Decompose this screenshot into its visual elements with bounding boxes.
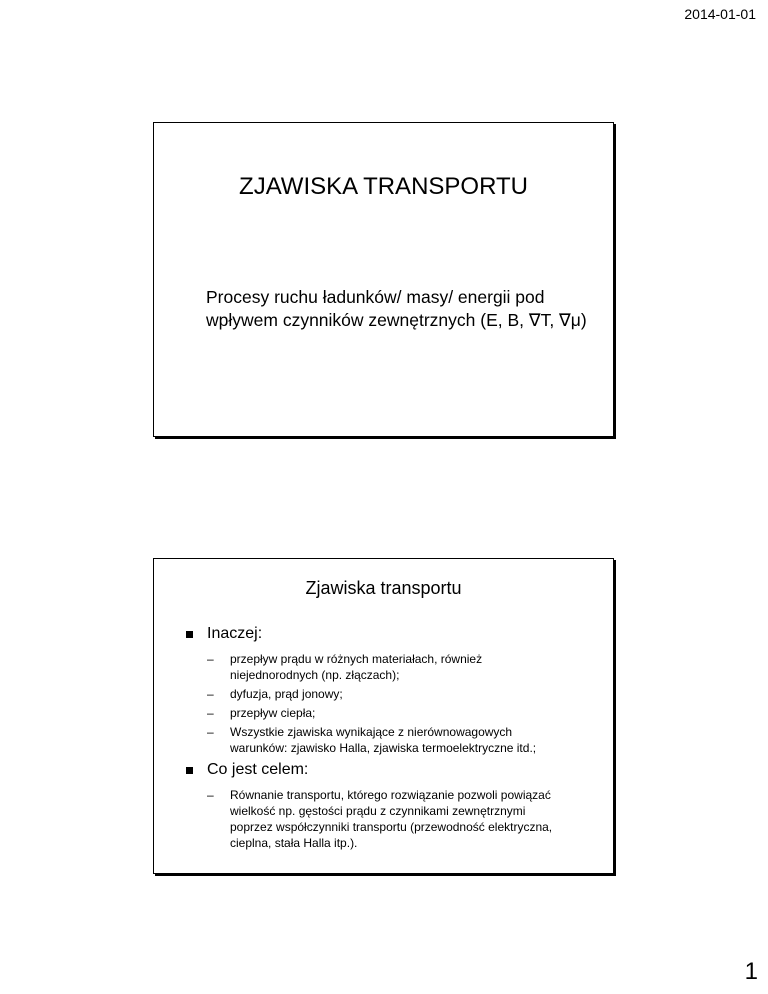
sub-bullet-line: warunków: zjawisko Halla, zjawiska termoelektryczne itd.;: [230, 741, 537, 755]
page-number: 1: [744, 958, 758, 985]
slide-2-title: Zjawiska transportu: [305, 578, 462, 598]
sub-bullet-line: niejednorodnych (np. złączach);: [230, 668, 400, 682]
bullet-label: Inaczej:: [207, 625, 263, 642]
slide-2: [153, 558, 614, 874]
sub-bullet-line: cieplna, stała Halla itp.).: [230, 836, 358, 850]
sub-bullet-item: [207, 686, 599, 702]
sub-bullet-item: [207, 651, 599, 683]
bullet-list: [168, 624, 599, 854]
sub-bullet-line: przepływ prądu w różnych materiałach, również: [230, 652, 483, 666]
sub-bullet-item: [207, 705, 599, 721]
dash-bullet-icon: –: [207, 706, 214, 720]
slide-1: [153, 122, 614, 437]
sub-bullet-list: [207, 651, 599, 756]
bullet-item: [168, 624, 599, 756]
dash-bullet-icon: –: [207, 687, 214, 701]
bullet-item: [168, 760, 599, 851]
sub-bullet-line: przepływ ciepła;: [230, 706, 316, 720]
dash-bullet-icon: –: [207, 652, 214, 666]
dash-bullet-icon: –: [207, 788, 214, 802]
sub-bullet-line: wielkość np. gęstości prądu z czynnikami zewnętrznymi: [230, 804, 526, 818]
sub-bullet-line: Wszystkie zjawiska wynikające z nierównowagowych: [230, 725, 513, 739]
slide-1-subtitle-line-2: wpływem czynników zewnętrznych (E, B, ∇T, ∇μ): [206, 310, 587, 330]
sub-bullet-item: [207, 724, 599, 756]
slide-1-title: ZJAWISKA TRANSPORTU: [239, 173, 528, 200]
sub-bullet-line: poprzez współczynniki transportu (przewodność elektryczna,: [230, 820, 553, 834]
sub-bullet-line: dyfuzja, prąd jonowy;: [230, 687, 343, 701]
slide-1-subtitle-line-1: Procesy ruchu ładunków/ masy/ energii pod: [206, 287, 545, 307]
dash-bullet-icon: –: [207, 725, 214, 739]
bullet-label: Co jest celem:: [207, 761, 309, 778]
header-date: 2014-01-01: [684, 6, 756, 22]
square-bullet-icon: [186, 631, 193, 638]
sub-bullet-list: [207, 787, 599, 851]
slide-1-subtitle: [206, 286, 593, 332]
square-bullet-icon: [186, 767, 193, 774]
sub-bullet-line: Równanie transportu, którego rozwiązanie pozwoli powiązać: [230, 788, 551, 802]
sub-bullet-item: [207, 787, 599, 851]
